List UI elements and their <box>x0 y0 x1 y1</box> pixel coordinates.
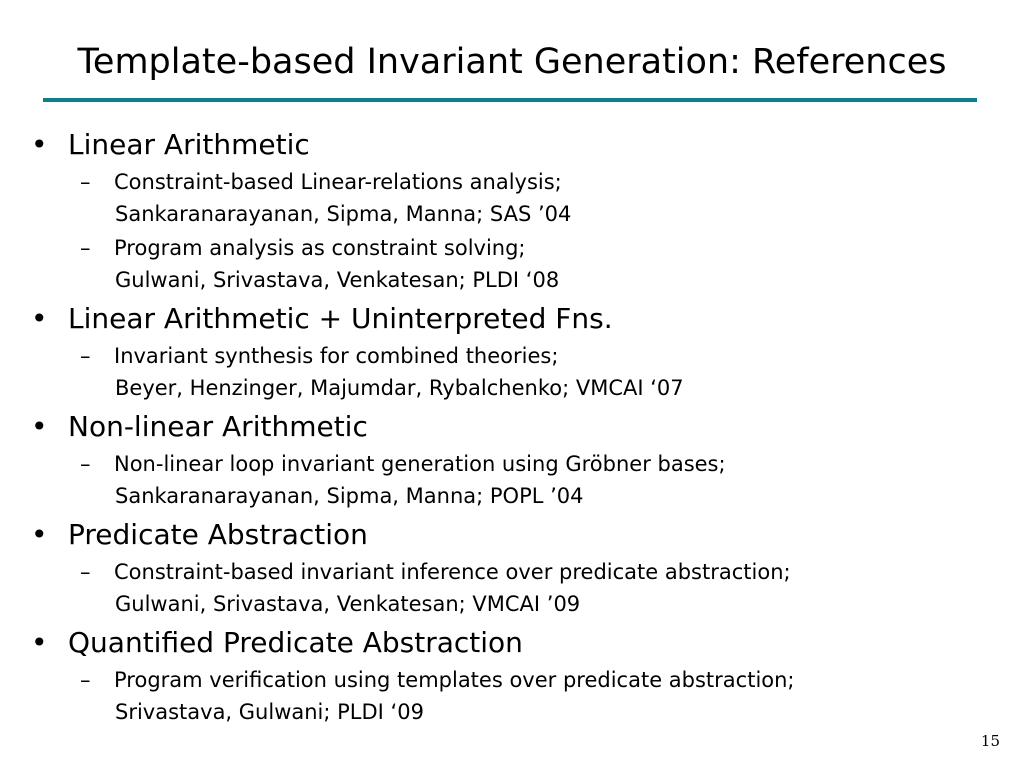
reference-description: Constraint-based Linear-relations analysis; <box>114 170 562 194</box>
reference-citation: Sankaranarayanan, Sipma, Manna; SAS ’04 <box>115 202 572 226</box>
section-linear-arithmetic-uf <box>0 300 1024 404</box>
reference-description: Non-linear loop invariant generation using Gröbner bases; <box>114 452 726 476</box>
section-heading-row <box>0 126 1024 164</box>
reference-list <box>0 126 1024 732</box>
reference-item <box>0 448 1024 512</box>
section-predicate-abstraction <box>0 516 1024 620</box>
title-rule <box>43 98 977 102</box>
reference-item <box>0 556 1024 620</box>
reference-citation: Srivastava, Gulwani; PLDI ‘09 <box>115 700 424 724</box>
bullet-icon: • <box>31 518 48 551</box>
reference-description: Constraint-based invariant inference over predicate abstraction; <box>114 560 791 584</box>
dash-icon: – <box>80 668 91 692</box>
section-heading: Linear Arithmetic + Uninterpreted Fns. <box>68 302 613 335</box>
section-heading-row <box>0 624 1024 662</box>
bullet-icon: • <box>31 626 48 659</box>
section-non-linear-arithmetic <box>0 408 1024 512</box>
reference-citation: Beyer, Henzinger, Majumdar, Rybalchenko; VMCAI ‘07 <box>115 376 684 400</box>
reference-item <box>0 232 1024 296</box>
reference-citation: Gulwani, Srivastava, Venkatesan; VMCAI ’09 <box>115 592 581 616</box>
bullet-icon: • <box>31 410 48 443</box>
reference-citation: Gulwani, Srivastava, Venkatesan; PLDI ‘08 <box>115 268 560 292</box>
reference-description: Program verification using templates over predicate abstraction; <box>114 668 795 692</box>
reference-item <box>0 166 1024 230</box>
reference-item <box>0 340 1024 404</box>
section-heading: Predicate Abstraction <box>68 518 368 551</box>
reference-description: Program analysis as constraint solving; <box>114 236 526 260</box>
page-number: 15 <box>980 732 1000 750</box>
bullet-icon: • <box>31 128 48 161</box>
dash-icon: – <box>80 560 91 584</box>
dash-icon: – <box>80 452 91 476</box>
bullet-icon: • <box>31 302 48 335</box>
dash-icon: – <box>80 344 91 368</box>
dash-icon: – <box>80 236 91 260</box>
section-heading-row <box>0 516 1024 554</box>
dash-icon: – <box>80 170 91 194</box>
section-heading-row <box>0 300 1024 338</box>
section-heading: Quantified Predicate Abstraction <box>68 626 523 659</box>
reference-item <box>0 664 1024 728</box>
reference-citation: Sankaranarayanan, Sipma, Manna; POPL ’04 <box>115 484 584 508</box>
slide-title: Template-based Invariant Generation: References <box>77 42 947 82</box>
section-linear-arithmetic <box>0 126 1024 296</box>
reference-description: Invariant synthesis for combined theories; <box>114 344 559 368</box>
section-heading-row <box>0 408 1024 446</box>
section-quantified-predicate-abstraction <box>0 624 1024 728</box>
section-heading: Linear Arithmetic <box>68 128 310 161</box>
section-heading: Non-linear Arithmetic <box>68 410 368 443</box>
